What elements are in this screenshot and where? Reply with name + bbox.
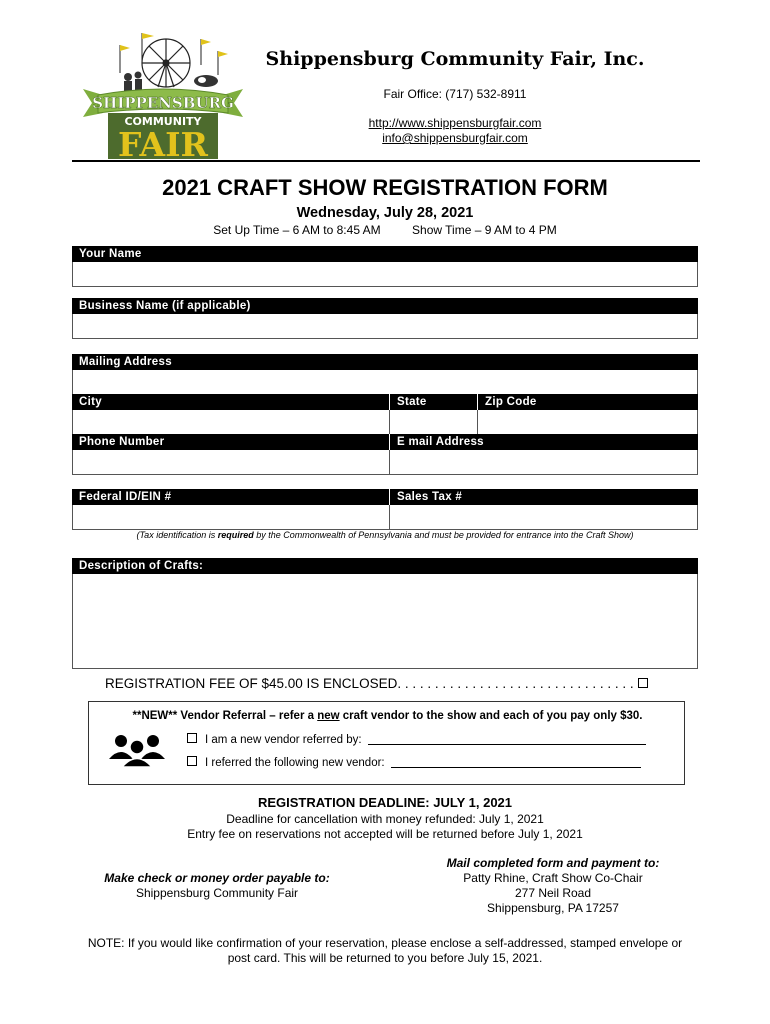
sales-tax-field[interactable] <box>389 505 698 530</box>
payment-label: Make check or money order payable to: <box>104 871 330 885</box>
federal-id-label: Federal ID/EIN # <box>72 489 390 505</box>
phone-label: Phone Number <box>72 434 390 450</box>
fair-logo <box>78 25 248 161</box>
federal-id-field[interactable] <box>72 505 390 530</box>
fee-text: REGISTRATION FEE OF $45.00 IS ENCLOSED. . . . . . . . . . . . . . . . . . . . . . . . . . . . . . . . <box>105 676 634 691</box>
description-field[interactable] <box>72 574 698 669</box>
email-link[interactable]: info@shippensburgfair.com <box>382 131 528 145</box>
mail-label: Mail completed form and payment to: <box>446 856 660 870</box>
registration-fee-line <box>105 676 665 691</box>
email-field[interactable] <box>389 450 698 475</box>
website-link[interactable]: http://www.shippensburgfair.com <box>368 116 542 130</box>
fair-office-phone: Fair Office: (717) 532-8911 <box>383 87 527 101</box>
mailing-address-label: Mailing Address <box>72 354 698 370</box>
entry-fee-return: Entry fee on reservations not accepted will be returned before July 1, 2021 <box>187 827 583 841</box>
show-time: Show Time – 9 AM to 4 PM <box>412 223 557 237</box>
description-label: Description of Crafts: <box>72 558 698 574</box>
referral-option-1: I am a new vendor referred by: <box>187 733 646 746</box>
header-divider <box>72 160 700 162</box>
referral-checkbox-1[interactable] <box>187 733 197 743</box>
city-field[interactable] <box>72 410 390 435</box>
business-name-field[interactable] <box>72 314 698 339</box>
mailing-address-field[interactable] <box>72 370 698 395</box>
business-name-label: Business Name (if applicable) <box>72 298 698 314</box>
mail-name: Patty Rhine, Craft Show Co-Chair <box>463 871 643 885</box>
mail-city: Shippensburg, PA 17257 <box>487 901 619 915</box>
people-icon <box>109 733 165 767</box>
payee: Shippensburg Community Fair <box>135 886 299 900</box>
org-name: Shippensburg Community Fair, Inc. <box>265 48 645 70</box>
referral-checkbox-2[interactable] <box>187 756 197 766</box>
referral-heading: **NEW** Vendor Referral – refer a new craft vendor to the show and each of you pay only $30. <box>132 710 643 722</box>
tax-id-note: (Tax identification is required by the Commonwealth of Pennsylvania and must be provided for entrance into the Craft Show) <box>136 530 634 540</box>
referred-vendor-line[interactable] <box>391 767 641 768</box>
your-name-label: Your Name <box>72 246 698 262</box>
confirmation-note: NOTE: If you would like confirmation of your reservation, please enclose a self-addressed, stamped envelope or post card. This will be returned to you before July 15, 2021. <box>87 936 683 965</box>
your-name-field[interactable] <box>72 262 698 287</box>
mail-street: 277 Neil Road <box>514 886 592 900</box>
event-date: Wednesday, July 28, 2021 <box>296 205 474 221</box>
svg-text:SHIPPENSBURG: SHIPPENSBURG <box>92 94 234 112</box>
zip-field[interactable] <box>477 410 698 435</box>
svg-text:FAIR: FAIR <box>118 125 208 161</box>
vendor-referral-box <box>88 701 685 785</box>
event-times <box>60 223 710 237</box>
phone-field[interactable] <box>72 450 390 475</box>
city-label: City <box>72 394 390 410</box>
zip-label: Zip Code <box>477 394 698 410</box>
email-label: E mail Address <box>389 434 698 450</box>
registration-deadline: REGISTRATION DEADLINE: JULY 1, 2021 <box>257 795 513 810</box>
fee-checkbox[interactable] <box>638 678 648 688</box>
form-title: 2021 CRAFT SHOW REGISTRATION FORM <box>162 175 608 200</box>
setup-time: Set Up Time – 6 AM to 8:45 AM <box>213 223 381 237</box>
state-field[interactable] <box>389 410 478 435</box>
cancellation-deadline: Deadline for cancellation with money refunded: July 1, 2021 <box>226 812 544 826</box>
svg-text:COMMUNITY: COMMUNITY <box>124 115 202 128</box>
sales-tax-label: Sales Tax # <box>389 489 698 505</box>
tax-note-required: required <box>217 530 254 540</box>
state-label: State <box>389 394 478 410</box>
referred-by-line[interactable] <box>368 744 646 745</box>
referral-option-2: I referred the following new vendor: <box>187 756 641 769</box>
